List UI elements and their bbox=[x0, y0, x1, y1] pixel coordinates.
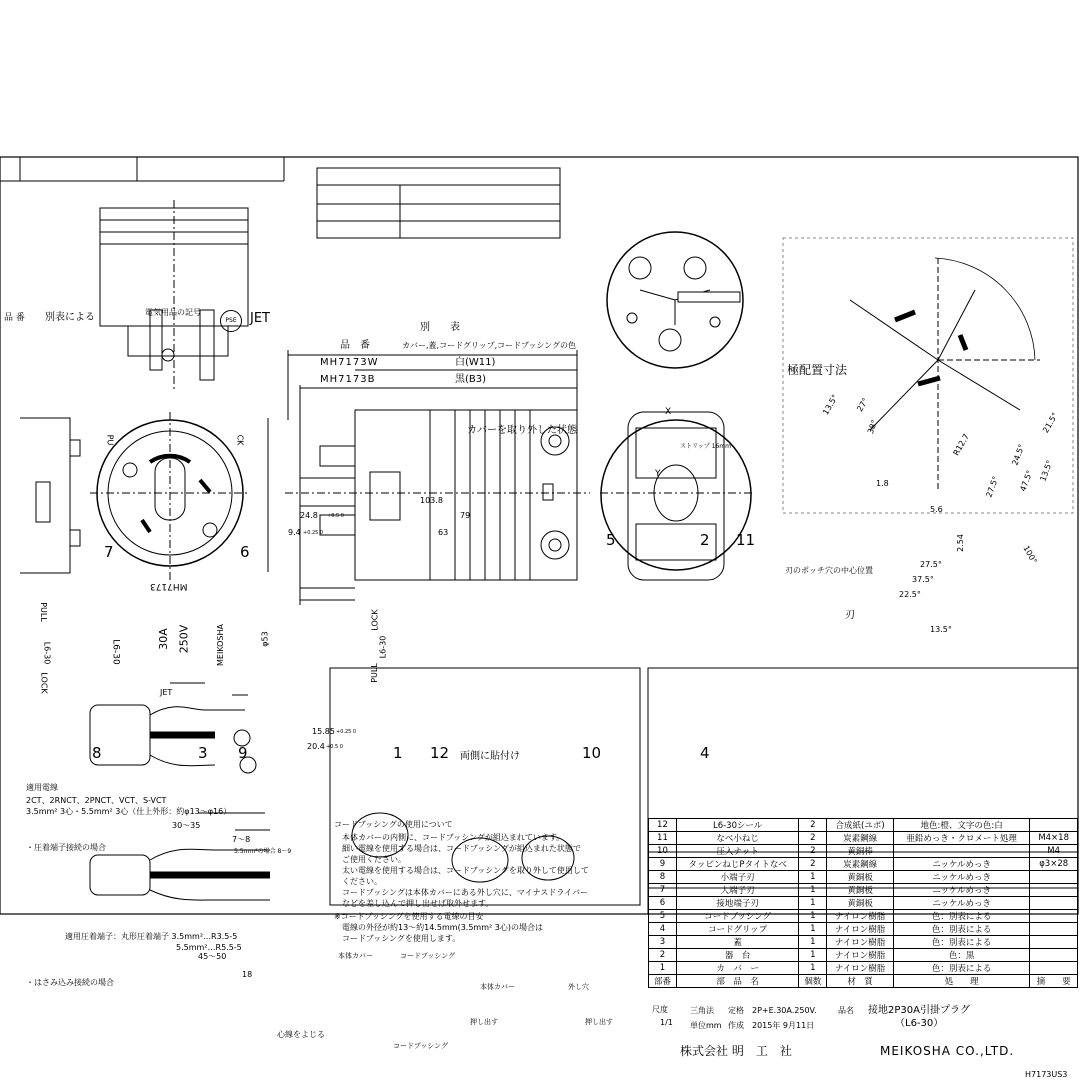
inside-y: Y bbox=[655, 469, 661, 479]
parts-cell-note bbox=[1030, 949, 1078, 962]
parts-cell-no: 6 bbox=[649, 897, 677, 910]
fig-cover: 本体カバー bbox=[338, 952, 373, 960]
parts-cell-note bbox=[1030, 923, 1078, 936]
parts-row bbox=[649, 962, 1078, 975]
bushing-line-4: ください。 bbox=[342, 877, 382, 886]
dim-204-tol: +0.5 0 bbox=[326, 744, 343, 750]
parts-cell-name: 小端子刃 bbox=[676, 871, 799, 884]
pin-label-12: 27.5° bbox=[920, 560, 942, 569]
parts-cell-finish: ニッケルめっき bbox=[893, 897, 1029, 910]
variant-title: 別 表 bbox=[420, 322, 460, 333]
clamp-title: ・はさみ込み接続の場合 bbox=[26, 978, 114, 987]
side-view bbox=[100, 200, 248, 390]
cable-sizes: 3.5mm² 3心・5.5mm² 3心（仕上外形：約φ13～φ16） bbox=[26, 807, 232, 816]
parts-row bbox=[649, 884, 1078, 897]
crimp-dim: 30～35 bbox=[172, 821, 201, 830]
parts-table bbox=[648, 818, 1078, 988]
callout-3: 3 bbox=[198, 744, 208, 762]
side-text-pu: PU bbox=[105, 434, 115, 446]
parts-cell-note bbox=[1030, 897, 1078, 910]
face-volt: 250V bbox=[177, 624, 191, 654]
parts-cell-note: φ3×28 bbox=[1030, 858, 1078, 871]
jet-mark: JET bbox=[250, 311, 270, 326]
parts-cell-name: カ バ ー bbox=[676, 962, 799, 975]
parts-cell-no: 2 bbox=[649, 949, 677, 962]
bushing-line-0: 本体カバーの内側に、コードブッシングが組込まれています。 bbox=[342, 833, 565, 842]
main-type: L6-30 bbox=[378, 635, 388, 659]
tb-unit: 単位mm bbox=[690, 1021, 722, 1030]
parts-row bbox=[649, 871, 1078, 884]
parts-row bbox=[649, 819, 1078, 832]
clamp-note: 心線をよじる bbox=[277, 1030, 325, 1039]
parts-row bbox=[649, 845, 1078, 858]
pin-label-4: R12.7 bbox=[951, 432, 971, 458]
parts-cell-finish bbox=[893, 845, 1029, 858]
face-model: MH7173 bbox=[150, 581, 188, 591]
parts-cell-finish: 色：別表による bbox=[893, 910, 1029, 923]
parts-cell-qty: 2 bbox=[799, 832, 827, 845]
pin-notch: 刃のポッチ穴の中心位置 bbox=[785, 566, 873, 575]
crimp-title: ・圧着端子接続の場合 bbox=[26, 843, 106, 852]
fig-push: 押し出す bbox=[470, 1018, 498, 1026]
parts-cell-name: なべ小ねじ bbox=[676, 832, 799, 845]
tb-created-label: 作成 bbox=[728, 1021, 744, 1030]
variant-part-1: MH7173B bbox=[320, 374, 376, 385]
callout-4: 4 bbox=[700, 744, 710, 762]
dim-53: φ53 bbox=[260, 631, 270, 647]
tb-company-jp: 株式会社 明 工 社 bbox=[680, 1044, 792, 1058]
crimp-term2: 5.5mm²…R5.5-5 bbox=[176, 943, 242, 952]
main-lock: LOCK bbox=[370, 609, 380, 631]
tb-drawing-no: H7173US3 bbox=[1025, 1070, 1068, 1079]
inside-strip: ストリップ 16mm bbox=[680, 443, 731, 450]
parts-row bbox=[649, 897, 1078, 910]
variant-col-color: カバー,蓋,コードグリップ,コードブッシングの色 bbox=[402, 341, 576, 350]
ph-note: 摘 要 bbox=[1030, 975, 1078, 988]
mark-label: 電気用品の記号 bbox=[145, 308, 201, 317]
dim-248: 24.8 bbox=[300, 511, 318, 520]
parts-cell-no: 11 bbox=[649, 832, 677, 845]
bushing-line-5: コードブッシングは本体カバーにある外し穴に、マイナスドライバー bbox=[342, 888, 588, 897]
dim-204: 20.4 bbox=[307, 742, 325, 751]
dim-63: 63 bbox=[438, 528, 449, 537]
fig-push2: 押し出す bbox=[585, 1018, 613, 1026]
callout-12: 12 bbox=[430, 744, 450, 762]
dim-94-tol: +0.25 0 bbox=[303, 530, 324, 536]
callout-12-note: 両側に貼付け bbox=[460, 751, 520, 762]
parts-cell-qty: 1 bbox=[799, 936, 827, 949]
dim-94: 9.4 bbox=[288, 528, 301, 537]
face-type: L6-30 bbox=[110, 639, 121, 665]
tb-product-type: （L6-30） bbox=[895, 1018, 944, 1029]
main-body-view bbox=[268, 350, 590, 605]
parts-cell-material: 炭素鋼線 bbox=[827, 832, 894, 845]
bushing-note-line2: コードブッシングを使用します。 bbox=[342, 934, 461, 943]
parts-row bbox=[649, 910, 1078, 923]
parts-row bbox=[649, 949, 1078, 962]
bushing-line-1: 細い電線を使用する場合は、コードブッシングが組込まれた状態で bbox=[342, 844, 581, 853]
parts-cell-no: 5 bbox=[649, 910, 677, 923]
parts-cell-finish: 亜鉛めっき・クロメート処理 bbox=[893, 832, 1029, 845]
parts-cell-no: 7 bbox=[649, 884, 677, 897]
callout-11: 11 bbox=[736, 531, 756, 549]
bushing-line-2: ご使用ください。 bbox=[342, 855, 406, 864]
pse-mark: PSE bbox=[220, 310, 242, 332]
face-brand: MEIKOSHA bbox=[216, 624, 225, 666]
tb-scale: 1/1 bbox=[660, 1018, 673, 1027]
bushing-note-title: ※コードブッシングを使用する電線の目安 bbox=[334, 912, 484, 921]
dim-1585: 15.85 bbox=[312, 727, 335, 736]
tb-name-label: 品名 bbox=[838, 1006, 854, 1015]
parts-cell-name: 接地端子刃 bbox=[676, 897, 799, 910]
parts-cell-finish: ニッケルめっき bbox=[893, 871, 1029, 884]
parts-row bbox=[649, 923, 1078, 936]
pin-label-9: 1.8 bbox=[876, 479, 889, 488]
pin-label-14: 22.5° bbox=[899, 590, 921, 599]
parts-cell-no: 1 bbox=[649, 962, 677, 975]
tb-rating: 2P+E.30A.250V. bbox=[752, 1006, 817, 1015]
parts-cell-material: ナイロン樹脂 bbox=[827, 936, 894, 949]
bushing-note-line: 電線の外径が約13～約14.5mm(3.5mm² 3心)の場合は bbox=[342, 923, 543, 932]
pin-label-11: 2.54 bbox=[955, 534, 965, 552]
callout-7: 7 bbox=[104, 543, 114, 561]
pin-label-3: 21.5° bbox=[1041, 411, 1060, 435]
tb-product: 接地2P30A引掛プラグ bbox=[868, 1005, 970, 1016]
variant-color-1: 黒(B3) bbox=[455, 374, 487, 385]
pin-layout-title: 極配置寸法 bbox=[787, 363, 848, 377]
variant-color-0: 白(W11) bbox=[455, 357, 496, 368]
pin-label-1: 27° bbox=[855, 396, 871, 414]
parts-cell-material: 炭素鋼線 bbox=[827, 858, 894, 871]
parts-cell-material: 黄銅板 bbox=[827, 871, 894, 884]
callout-9: 9 bbox=[238, 744, 248, 762]
parts-cell-note bbox=[1030, 871, 1078, 884]
ph-finish: 処 理 bbox=[893, 975, 1029, 988]
fig-cover2: 本体カバー bbox=[480, 983, 515, 991]
pin-label-2: 38° bbox=[865, 418, 880, 436]
dim-1585-tol: +0.25 0 bbox=[336, 729, 357, 735]
tb-rating-label: 定格 bbox=[728, 1006, 744, 1015]
parts-cell-qty: 1 bbox=[799, 949, 827, 962]
parts-cell-name: 圧入ナット bbox=[676, 845, 799, 858]
pin-label-15: 13.5° bbox=[930, 625, 952, 634]
clamp-dim: 45～50 bbox=[198, 952, 227, 961]
callout-10: 10 bbox=[582, 744, 602, 762]
parts-cell-finish: 色：黒 bbox=[893, 949, 1029, 962]
tb-company-en: MEIKOSHA CO.,LTD. bbox=[880, 1044, 1015, 1058]
fig-hole: 外し穴 bbox=[568, 983, 589, 991]
parts-cell-finish: ニッケルめっき bbox=[893, 858, 1029, 871]
parts-cell-qty: 1 bbox=[799, 897, 827, 910]
main-pull: PULL bbox=[369, 663, 379, 683]
parts-cell-note: M4 bbox=[1030, 845, 1078, 858]
tb-created: 2015年 9月11日 bbox=[752, 1021, 815, 1030]
drawing-sheet bbox=[0, 150, 1080, 1079]
dim-248-tol: +0.5 0 bbox=[327, 513, 344, 519]
parts-cell-no: 9 bbox=[649, 858, 677, 871]
inside-view bbox=[607, 232, 743, 368]
callout-5: 5 bbox=[606, 531, 616, 549]
dim-79: 79 bbox=[460, 511, 471, 520]
callout-8: 8 bbox=[92, 744, 102, 762]
parts-cell-note bbox=[1030, 910, 1078, 923]
hinban-label: 品 番 bbox=[4, 313, 25, 323]
crimp-note: 5.5mm²の場合 8～9 bbox=[234, 848, 292, 855]
parts-cell-finish: 色：別表による bbox=[893, 962, 1029, 975]
pin-label-10: 5.6 bbox=[930, 505, 943, 514]
left-pull: PULL bbox=[38, 602, 48, 622]
pin-label-0: 13.5° bbox=[821, 393, 840, 417]
ph-no: 部番 bbox=[649, 975, 677, 988]
parts-cell-finish: 地色:橙、文字の色:白 bbox=[893, 819, 1029, 832]
parts-header-row bbox=[649, 975, 1078, 988]
parts-cell-name: 大端子刃 bbox=[676, 884, 799, 897]
crimp-dim2: 7～8 bbox=[232, 835, 251, 844]
parts-cell-material: 黄銅棒 bbox=[827, 845, 894, 858]
cable-title: 適用電線 bbox=[26, 783, 58, 792]
parts-cell-no: 4 bbox=[649, 923, 677, 936]
parts-cell-name: L6-30シール bbox=[676, 819, 799, 832]
dim-total: 103.8 bbox=[420, 496, 443, 505]
inside-x: X bbox=[665, 407, 672, 417]
parts-cell-no: 8 bbox=[649, 871, 677, 884]
face-amp: 30A bbox=[156, 628, 170, 650]
back-view bbox=[600, 412, 752, 580]
parts-cell-qty: 1 bbox=[799, 962, 827, 975]
parts-cell-name: 蓋 bbox=[676, 936, 799, 949]
parts-cell-qty: 2 bbox=[799, 819, 827, 832]
fig-bushing2: コードブッシング bbox=[393, 1042, 448, 1050]
cable-drawings bbox=[90, 683, 270, 900]
fig-bushing: コードブッシング bbox=[400, 952, 455, 960]
crimp-term1: 適用圧着端子：丸形圧着端子 3.5mm²…R3.5-5 bbox=[65, 932, 238, 941]
left-type: L6-30 bbox=[42, 641, 52, 665]
pin-label-16: 100° bbox=[1021, 544, 1039, 566]
ph-name: 部 品 名 bbox=[676, 975, 799, 988]
parts-cell-note bbox=[1030, 936, 1078, 949]
parts-cell-finish: 色：別表による bbox=[893, 936, 1029, 949]
callout-6: 6 bbox=[240, 543, 250, 561]
parts-cell-qty: 2 bbox=[799, 845, 827, 858]
ph-material: 材 質 bbox=[827, 975, 894, 988]
pin-blade: 刃 bbox=[845, 610, 855, 621]
parts-cell-name: タッピンねじPタイトなべ bbox=[676, 858, 799, 871]
parts-row bbox=[649, 858, 1078, 871]
tb-projection: 三角法 bbox=[690, 1006, 714, 1015]
parts-cell-material: 合成紙(ユポ) bbox=[827, 819, 894, 832]
pin-label-13: 37.5° bbox=[912, 575, 934, 584]
parts-cell-qty: 1 bbox=[799, 923, 827, 936]
pin-label-5: 24.5° bbox=[1010, 443, 1027, 467]
parts-cell-note: M4×18 bbox=[1030, 832, 1078, 845]
parts-row bbox=[649, 832, 1078, 845]
parts-cell-qty: 1 bbox=[799, 871, 827, 884]
variant-part-0: MH7173W bbox=[320, 357, 379, 368]
face-jet: JET bbox=[160, 688, 173, 697]
parts-cell-no: 12 bbox=[649, 819, 677, 832]
hinban-value: 別表による bbox=[45, 312, 95, 323]
pin-label-6: 13.5° bbox=[1038, 459, 1055, 483]
side-text-ck: CK bbox=[235, 434, 245, 446]
parts-cell-qty: 2 bbox=[799, 858, 827, 871]
parts-cell-no: 10 bbox=[649, 845, 677, 858]
parts-cell-material: ナイロン樹脂 bbox=[827, 923, 894, 936]
tb-scale-label: 尺度 bbox=[652, 1005, 668, 1014]
callout-1: 1 bbox=[393, 744, 403, 762]
parts-cell-name: コードグリップ bbox=[676, 923, 799, 936]
bushing-line-3: 太い電線を使用する場合は、コードブッシングを取り外して使用して bbox=[342, 866, 589, 875]
parts-cell-note bbox=[1030, 819, 1078, 832]
callout-2: 2 bbox=[700, 531, 710, 549]
parts-cell-note bbox=[1030, 884, 1078, 897]
pin-label-8: 27.5° bbox=[984, 475, 1001, 499]
parts-cell-material: ナイロン樹脂 bbox=[827, 949, 894, 962]
bushing-title: コードブッシングの使用について bbox=[334, 820, 453, 829]
parts-cell-no: 3 bbox=[649, 936, 677, 949]
parts-cell-qty: 1 bbox=[799, 910, 827, 923]
parts-cell-qty: 1 bbox=[799, 884, 827, 897]
inside-title: カバーを取り外した状態 bbox=[467, 425, 577, 436]
parts-cell-material: ナイロン樹脂 bbox=[827, 910, 894, 923]
parts-row bbox=[649, 936, 1078, 949]
parts-cell-name: 器 台 bbox=[676, 949, 799, 962]
parts-cell-finish: 色：別表による bbox=[893, 923, 1029, 936]
parts-cell-name: コードブッシング bbox=[676, 910, 799, 923]
cable-types: 2CT、2RNCT、2PNCT、VCT、S-VCT bbox=[26, 796, 167, 805]
clamp-dim2: 18 bbox=[242, 970, 253, 979]
parts-cell-material: 黄銅板 bbox=[827, 884, 894, 897]
variant-col-part: 品 番 bbox=[340, 340, 370, 351]
parts-cell-material: 黄銅板 bbox=[827, 897, 894, 910]
parts-cell-material: ナイロン樹脂 bbox=[827, 962, 894, 975]
parts-cell-note bbox=[1030, 962, 1078, 975]
parts-cell-finish: ニッケルめっき bbox=[893, 884, 1029, 897]
pin-label-7: 47.5° bbox=[1018, 469, 1035, 493]
left-lock: LOCK bbox=[39, 672, 49, 694]
ph-qty: 個数 bbox=[799, 975, 827, 988]
bushing-line-6: などを差し込んで押し出せば取外せます。 bbox=[342, 899, 494, 908]
